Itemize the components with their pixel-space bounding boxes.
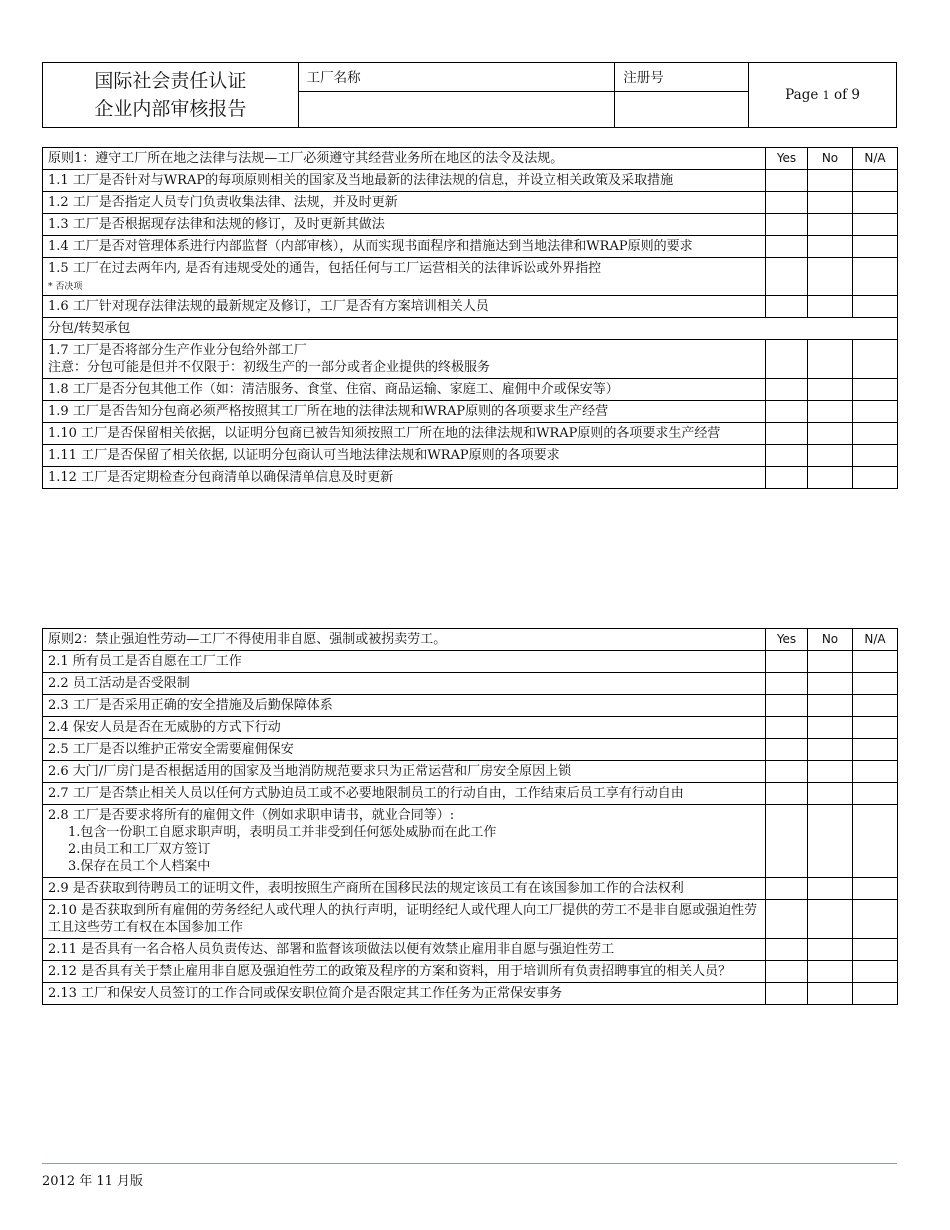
question-text: 1.9 工厂是否告知分包商必须严格按照其工厂所在地的法律法规和WRAP原则的各项要求生产经营 [43,401,766,423]
na-checkbox[interactable] [853,761,898,783]
na-checkbox[interactable] [853,423,898,445]
question-text: 2.13 工厂和保安人员签订的工作合同或保安职位简介是否限定其工作任务为正常保安事务 [43,983,766,1005]
page-indicator [749,63,897,128]
na-checkbox[interactable] [853,236,898,258]
yes-checkbox[interactable] [766,340,808,379]
no-checkbox[interactable] [808,445,853,467]
question-cell [43,258,766,296]
table-row [43,739,898,761]
yes-column-header: Yes [766,629,808,651]
question-text: 1.12 工厂是否定期检查分包商清单以确保清单信息及时更新 [43,467,766,489]
no-checkbox[interactable] [808,878,853,900]
principle-2-table [42,628,898,1005]
table-row [43,340,898,379]
report-title-line2: 企业内部审核报告 [94,98,247,120]
question-text: 1.6 工厂针对现存法律法规的最新规定及修订，工厂是否有方案培训相关人员 [43,296,766,318]
table-row [43,761,898,783]
footer-edition: 2012 年 11 月版 [42,1174,144,1189]
question-text: 1.4 工厂是否对管理体系进行内部监督（内部审核），从而实现书面程序和措施达到当地法律和WRAP原则的要求 [43,236,766,258]
question-text: 1.3 工厂是否根据现存法律和法规的修订，及时更新其做法 [43,214,766,236]
yes-checkbox[interactable] [766,939,808,961]
na-checkbox[interactable] [853,379,898,401]
question-text: 2.10 是否获取到所有雇佣的劳务经纪人或代理人的执行声明，证明经纪人或代理人向工厂提供的劳工不是非自愿或强迫性劳工且这些劳工有权在本国参加工作 [43,900,766,939]
question-text: 2.7 工厂是否禁止相关人员以任何方式胁迫员工或不必要地限制员工的行动自由，工作结束后员工享有行动自由 [43,783,766,805]
page-of: of [833,87,848,103]
no-checkbox[interactable] [808,783,853,805]
no-checkbox[interactable] [808,939,853,961]
question-text: 1.8 工厂是否分包其他工作（如：清洁服务、食堂、住宿、商品运输、家庭工、雇佣中介或保安等） [43,379,766,401]
sub-item: 3.保存在员工个人档案中 [68,859,211,874]
question-text: 1.5 工厂在过去两年内, 是否有违规受处的通告，包括任何与工厂运营相关的法律诉讼或外界指控 [48,261,602,276]
question-text: 2.2 员工活动是否受限制 [43,673,766,695]
veto-note: * 否决项 [48,282,83,292]
table-row [43,805,898,878]
no-checkbox[interactable] [808,983,853,1005]
report-title [43,63,299,128]
question-note: 注意：分包可能是但并不仅限于：初级生产的一部分或者企业提供的终极服务 [48,360,491,375]
no-checkbox[interactable] [808,379,853,401]
na-checkbox[interactable] [853,878,898,900]
table-row [43,170,898,192]
question-text: 2.5 工厂是否以维护正常安全需要雇佣保安 [43,739,766,761]
na-checkbox[interactable] [853,258,898,296]
question-text: 2.4 保安人员是否在无威胁的方式下行动 [43,717,766,739]
factory-name-label: 工厂名称 [298,63,615,92]
table-row [43,961,898,983]
table-row [43,878,898,900]
na-checkbox[interactable] [853,983,898,1005]
yes-checkbox[interactable] [766,445,808,467]
na-checkbox[interactable] [853,467,898,489]
yes-checkbox[interactable] [766,379,808,401]
no-checkbox[interactable] [808,717,853,739]
question-text: 2.1 所有员工是否自愿在工厂工作 [43,651,766,673]
question-text: 2.8 工厂是否要求将所有的雇佣文件（例如求职申请书，就业合同等）: [48,808,455,823]
page-number: 1 [822,89,830,102]
no-checkbox[interactable] [808,695,853,717]
table-row [43,423,898,445]
yes-column-header: Yes [766,148,808,170]
na-checkbox[interactable] [853,340,898,379]
question-text: 2.3 工厂是否采用正确的安全措施及后勤保障体系 [43,695,766,717]
yes-checkbox[interactable] [766,961,808,983]
no-checkbox[interactable] [808,900,853,939]
question-text: 1.11 工厂是否保留了相关依据, 以证明分包商认可当地法律法规和WRAP原则的各项要求 [43,445,766,467]
table-row [43,983,898,1005]
no-checkbox[interactable] [808,805,853,878]
yes-checkbox[interactable] [766,258,808,296]
table-row [43,467,898,489]
table-row [43,258,898,296]
na-checkbox[interactable] [853,192,898,214]
na-checkbox[interactable] [853,783,898,805]
question-text: 1.2 工厂是否指定人员专门负责收集法律、法规，并及时更新 [43,192,766,214]
table-row [43,445,898,467]
no-checkbox[interactable] [808,961,853,983]
yes-checkbox[interactable] [766,170,808,192]
subcontract-heading-row [43,318,898,340]
yes-checkbox[interactable] [766,878,808,900]
table-row [43,651,898,673]
report-title-line1: 国际社会责任认证 [94,70,247,92]
yes-checkbox[interactable] [766,651,808,673]
question-text: 2.6 大门/厂房门是否根据适用的国家及当地消防规范要求只为正常运营和厂房安全原因上锁 [43,761,766,783]
na-checkbox[interactable] [853,961,898,983]
yes-checkbox[interactable] [766,739,808,761]
na-column-header: N/A [853,148,898,170]
na-checkbox[interactable] [853,651,898,673]
no-checkbox[interactable] [808,739,853,761]
yes-checkbox[interactable] [766,983,808,1005]
table-row [43,379,898,401]
question-text: 1.1 工厂是否针对与WRAP的每项原则相关的国家及当地最新的法律法规的信息，并设立相关政策及采取措施 [43,170,766,192]
yes-checkbox[interactable] [766,236,808,258]
yes-checkbox[interactable] [766,192,808,214]
yes-checkbox[interactable] [766,296,808,318]
subcontract-heading: 分包/转契承包 [43,318,898,340]
na-checkbox[interactable] [853,445,898,467]
no-checkbox[interactable] [808,258,853,296]
reg-no-field[interactable] [615,92,749,128]
sub-item: 2.由员工和工厂双方签订 [68,842,211,857]
table-row [43,214,898,236]
yes-checkbox[interactable] [766,467,808,489]
table-row [43,192,898,214]
no-checkbox[interactable] [808,170,853,192]
table-row [43,296,898,318]
table-row [43,717,898,739]
question-text: 2.11 是否具有一名合格人员负责传达、部署和监督该项做法以便有效禁止雇用非自愿与强迫性劳工 [43,939,766,961]
question-cell [43,340,766,379]
reg-no-label: 注册号 [615,63,749,92]
no-checkbox[interactable] [808,401,853,423]
principle-1-header-row [43,148,898,170]
na-checkbox[interactable] [853,695,898,717]
no-checkbox[interactable] [808,761,853,783]
yes-checkbox[interactable] [766,783,808,805]
na-checkbox[interactable] [853,939,898,961]
yes-checkbox[interactable] [766,900,808,939]
table-row [43,900,898,939]
no-checkbox[interactable] [808,236,853,258]
yes-checkbox[interactable] [766,423,808,445]
no-checkbox[interactable] [808,467,853,489]
table-row [43,783,898,805]
na-checkbox[interactable] [853,673,898,695]
principle-2-title: 原则2：禁止强迫性劳动—工厂不得使用非自愿、强制或被拐卖劳工。 [43,629,766,651]
table-row [43,236,898,258]
yes-checkbox[interactable] [766,214,808,236]
question-text: 1.7 工厂是否将部分生产作业分包给外部工厂 [48,343,307,358]
yes-checkbox[interactable] [766,761,808,783]
yes-checkbox[interactable] [766,717,808,739]
footer-divider [42,1163,897,1164]
question-text: 2.9 是否获取到待聘员工的证明文件，表明按照生产商所在国移民法的规定该员工有在该国参加工作的合法权利 [43,878,766,900]
principle-1-title: 原则1：遵守工厂所在地之法律与法规—工厂必须遵守其经营业务所在地区的法令及法规。 [43,148,766,170]
no-checkbox[interactable] [808,340,853,379]
table-row [43,401,898,423]
question-text: 2.12 是否具有关于禁止雇用非自愿及强迫性劳工的政策及程序的方案和资料，用于培训所有负责招聘事宜的相关人员？ [43,961,766,983]
no-checkbox[interactable] [808,296,853,318]
sub-item: 1.包含一份职工自愿求职声明，表明员工并非受到任何惩处威胁而在此工作 [68,825,497,840]
no-column-header: No [808,629,853,651]
question-text: 1.10 工厂是否保留相关依据，以证明分包商已被告知须按照工厂所在地的法律法规和WRAP原则的各项要求生产经营 [43,423,766,445]
na-checkbox[interactable] [853,805,898,878]
page-total: 9 [851,87,860,103]
na-checkbox[interactable] [853,170,898,192]
table-row [43,673,898,695]
yes-checkbox[interactable] [766,805,808,878]
table-row [43,695,898,717]
yes-checkbox[interactable] [766,673,808,695]
yes-checkbox[interactable] [766,401,808,423]
no-checkbox[interactable] [808,651,853,673]
no-checkbox[interactable] [808,423,853,445]
report-header [42,62,897,128]
na-checkbox[interactable] [853,717,898,739]
no-column-header: No [808,148,853,170]
question-cell [43,805,766,878]
na-checkbox[interactable] [853,900,898,939]
na-column-header: N/A [853,629,898,651]
principle-2-header-row [43,629,898,651]
na-checkbox[interactable] [853,739,898,761]
factory-name-field[interactable] [298,92,615,128]
no-checkbox[interactable] [808,673,853,695]
principle-1-table [42,147,898,489]
na-checkbox[interactable] [853,401,898,423]
page-text: Page [785,87,819,103]
yes-checkbox[interactable] [766,695,808,717]
na-checkbox[interactable] [853,296,898,318]
no-checkbox[interactable] [808,192,853,214]
table-row [43,939,898,961]
na-checkbox[interactable] [853,214,898,236]
no-checkbox[interactable] [808,214,853,236]
